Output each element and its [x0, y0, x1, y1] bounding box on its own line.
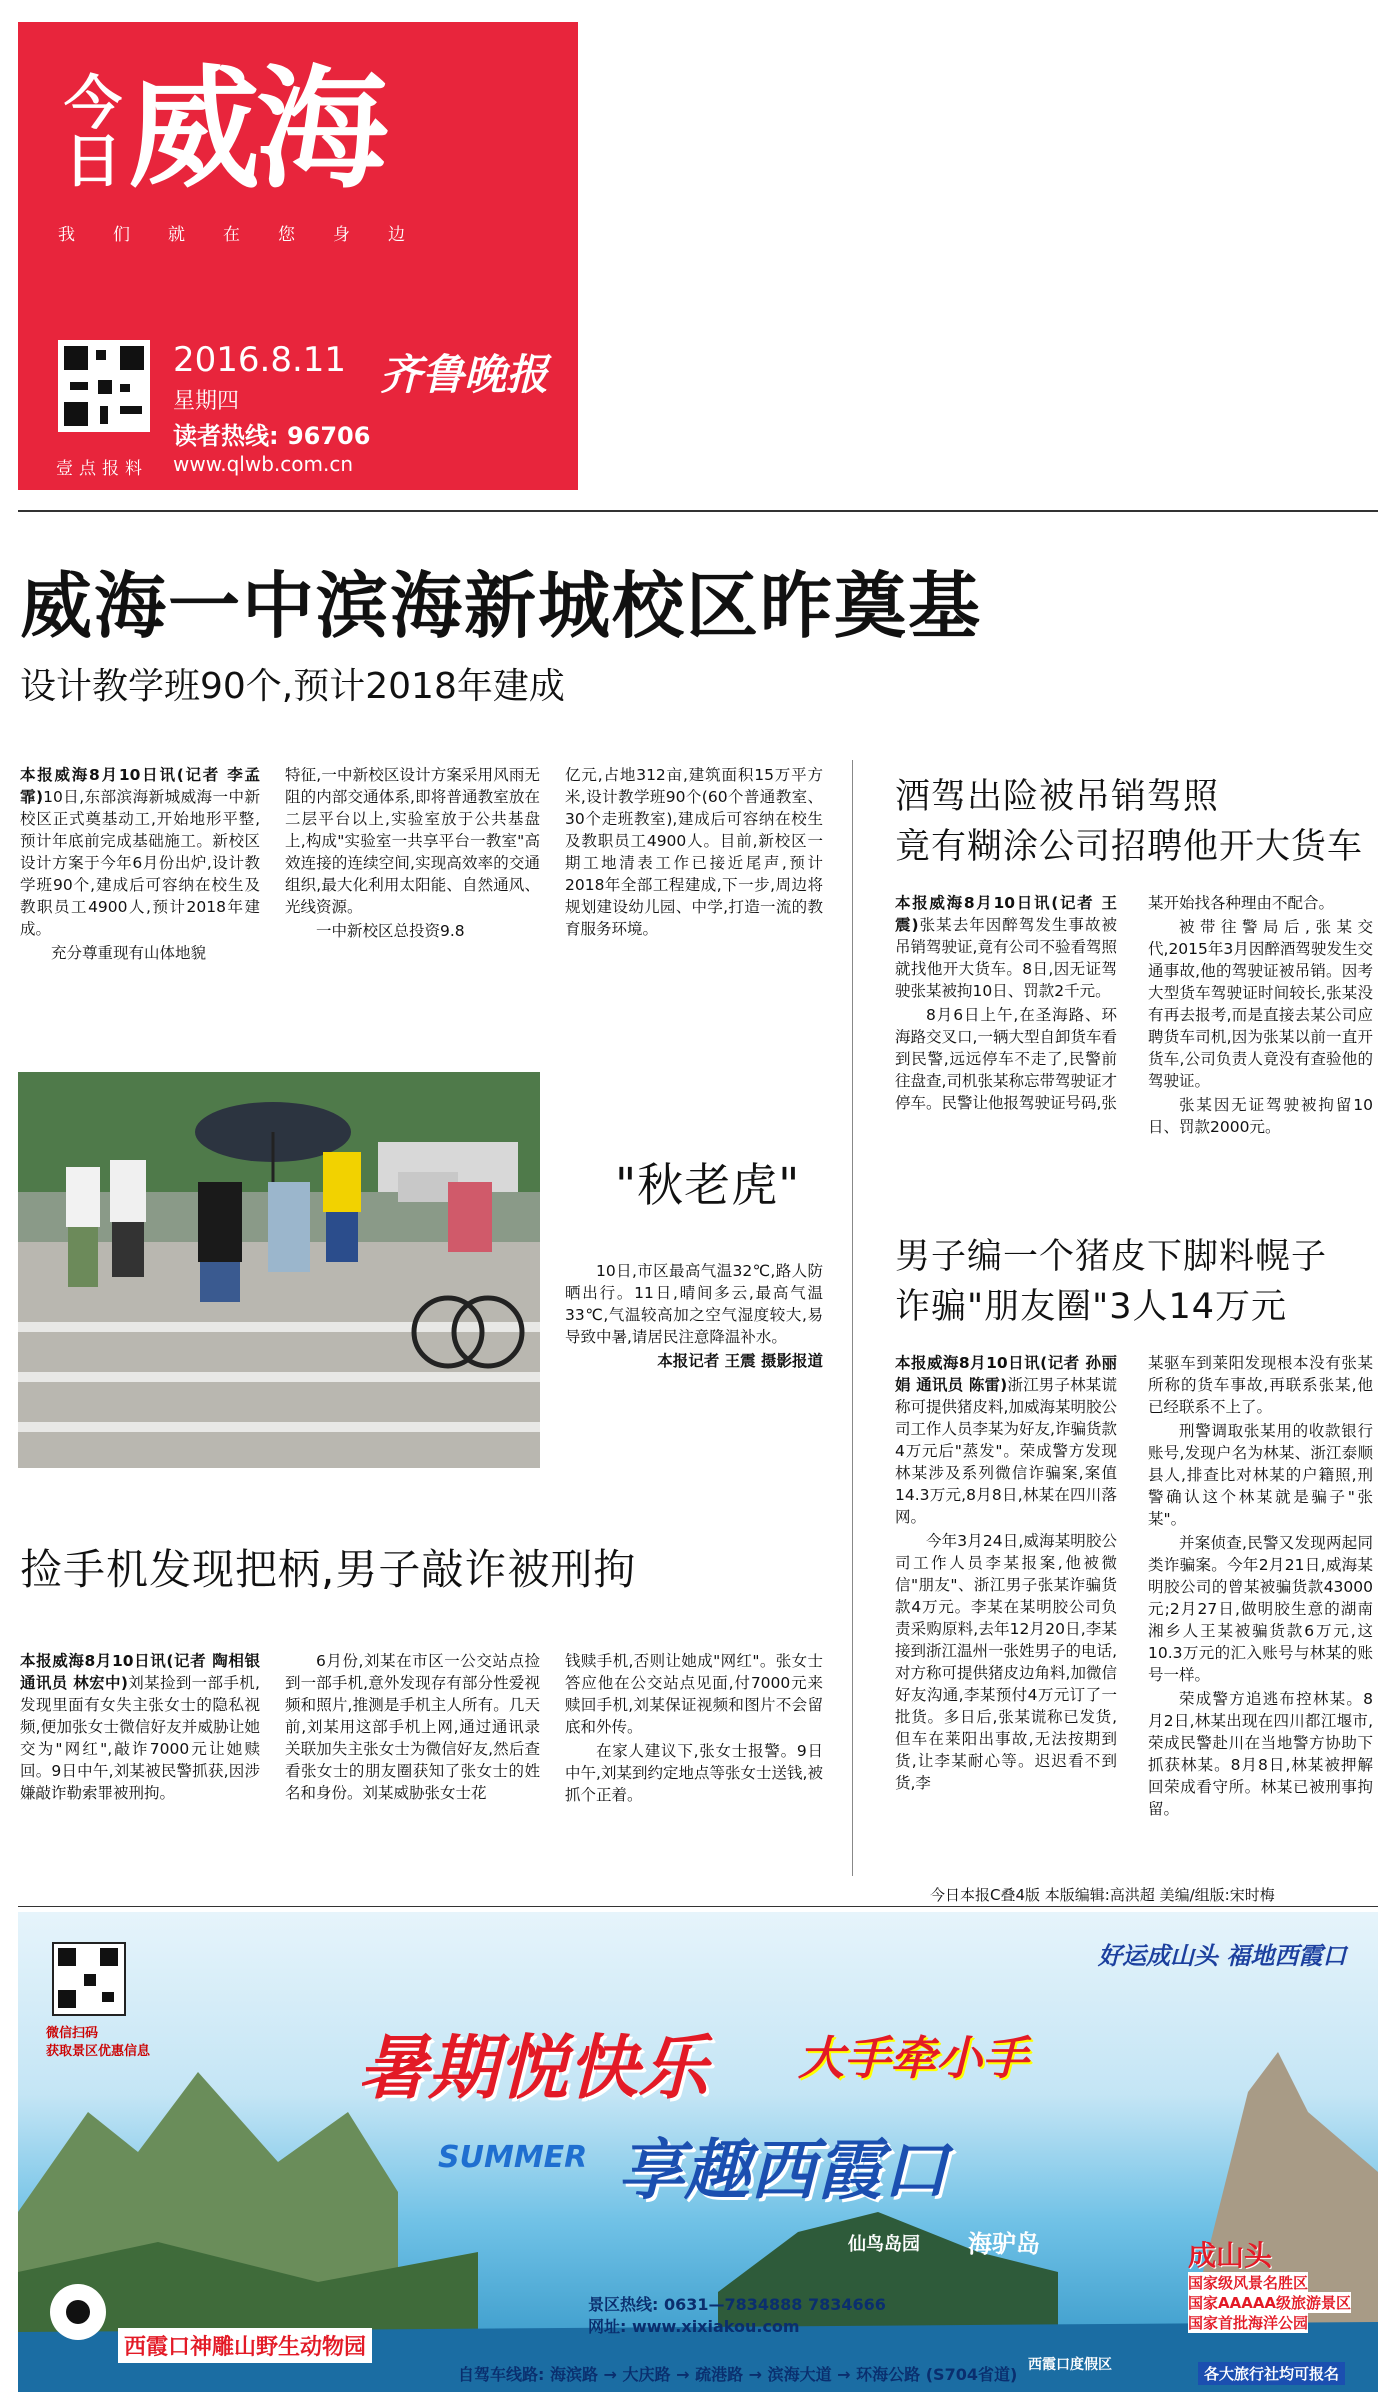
fraud-title-1: 男子编一个猪皮下脚料幌子: [895, 1237, 1328, 1277]
ad-cst-desc-2: 国家AAAAA级旅游景区: [1188, 2294, 1352, 2312]
website-url: www.qlwb.com.cn: [173, 452, 353, 476]
fraud-title-2: 诈骗"朋友圈"3人14万元: [895, 1287, 1288, 1327]
masthead-jin: 今日: [63, 69, 122, 195]
weather-title: "秋老虎": [615, 1158, 801, 1212]
phone-col-3: 钱赎手机,否则让她成"网红"。张女士答应他在公交站点见面,付7000元来赎回手机,刘某保证视频和图片不会留底和外传。 在家人建议下,张女士报警。9日中午,刘某到约定地点等张女士送钱,被抓个正着。: [565, 1652, 823, 1804]
main-lead: 本报威海8月10日讯(记者 李孟霏): [20, 766, 260, 806]
column-divider: [852, 760, 853, 1876]
drunk-title-2: 竟有糊涂公司招聘他开大货车: [895, 827, 1364, 867]
masthead-name: 威海: [128, 52, 384, 207]
fraud-col-1: 本报威海8月10日讯(记者 孙丽娟 通讯员 陈雷)浙江男子林某谎称可提供猪皮料,加威海某明胶公司工作人员李某为好友,诈骗货款4万元后"蒸发"。荣成警方发现林某涉及系列微信诈骗案,案值14.3万元,8月8日,林某在四川落网。 今年3月24日,威海某明胶公司工作人员李某报案,他被微信"朋友"、浙江男子张某诈骗货款4万元。李某在某明胶公司负责采购原料,去年12月20日,李某接到浙江温州一张姓男子的电话,对方称可提供猪皮边角料,加微信好友沟通,李某预付4万元订了一批货。多日后,张某谎称已发货,但车在莱阳出事故,无法按期到货,让李某耐心等。迟迟看不到货,李: [895, 1354, 1117, 1792]
issue-weekday: 星期四: [173, 389, 240, 414]
ad-web: 网址: www.xixiakou.com: [588, 2317, 800, 2336]
fraud-col-2: 某驱车到莱阳发现根本没有张某所称的货车事故,再联系张某,他已经联系不上了。 刑警调取张某用的收款银行账号,发现户名为林某、浙江泰顺县人,排查比对林某的户籍照,刑警确认这个林某就是骗子"张某"。 并案侦查,民警又发现两起同类诈骗案。今年2月21日,威海某明胶公司的曾某被骗货款43000元;2月27日,做明胶生意的湖南湘乡人王某被骗货款6万元,这10.3万元的汇入账号与林某的账号一样。 荣成警方追逃布控林某。8月2日,林某出现在四川都江堰市,荣成民警赴川在当地警方协助下抓获林某。8月8日,林某被押解回荣成看守所。林某已被刑事拘留。: [1148, 1354, 1373, 1818]
ad-island-2: 海驴岛: [968, 2230, 1040, 2258]
divider: [18, 510, 1378, 512]
drunk-col-2: 某开始找各种理由不配合。 被带往警局后,张某交代,2015年3月因醉酒驾驶发生交通事故,他的驾驶证被吊销。因考大型货车驾驶证时间较长,张某没有再去报考,而是直接去某公司应聘货车司机,因为张某以前一直开货车,公司负责人竟没有查验他的驾驶证。 张某因无证驾驶被拘留10日、罚款2000元。: [1148, 894, 1373, 1136]
phone-title: 捡手机发现把柄,男子敲诈被刑拘: [20, 1545, 637, 1594]
divider: [18, 1906, 1378, 1907]
drunk-title-1: 酒驾出险被吊销驾照: [895, 777, 1220, 817]
masthead-slogan: 我们就在您身边: [58, 225, 443, 245]
phone-col-2: 6月份,刘某在市区一公交站点捡到一部手机,意外发现存有部分性爱视频和照片,推测是手机主人所有。几天前,刘某用这部手机上网,通过通讯录关联加失主张女士为微信好友,然后查看张女士的朋友圈获知了张女士的姓名和身份。刘某威胁张女士花: [285, 1652, 540, 1802]
issue-date: 2016.8.11: [173, 340, 347, 380]
qr-code-icon: [58, 340, 150, 432]
ad-title-3: 享趣西霞口: [618, 2132, 948, 2209]
ad-qr-icon: [52, 1942, 126, 2016]
ad-title-1: 暑期悦快乐: [358, 2027, 708, 2109]
paper-name: 齐鲁晚报: [380, 350, 549, 399]
ad-slogan-top: 好运成山头 福地西霞口: [1098, 1942, 1347, 1970]
main-headline: 威海一中滨海新城校区昨奠基: [20, 563, 983, 648]
ad-agency: 各大旅行社均可报名: [1198, 2362, 1345, 2385]
ad-zoo: 西霞口神雕山野生动物园: [118, 2328, 372, 2363]
tourism-ad: [18, 1912, 1378, 2392]
qr-caption: 壹点报料: [56, 459, 148, 479]
street-photo: [18, 1072, 540, 1468]
ad-qr-caption-2: 获取景区优惠信息: [46, 2044, 151, 2059]
ad-summer: SUMMER: [438, 2140, 588, 2175]
page-footer: 今日本报C叠4版 本版编辑:高洪超 美编/组版:宋时梅: [930, 1886, 1275, 1904]
ad-cst-desc-3: 国家首批海洋公园: [1188, 2314, 1309, 2332]
main-col-3: 亿元,占地312亩,建筑面积15万平方米,设计教学班90个(60个普通教室、30个走班教室),建成后可容纳在校生及教职员工4900人。目前,新校区一期工地清表工作已接近尾声,预计2018年全部工程建成,下一步,周边将规划建设幼儿园、中学,打造一流的教育服务环境。: [565, 766, 823, 938]
ad-route: 自驾车线路: 海滨路 → 大庆路 → 疏港路 → 滨海大道 → 环海公路 (S704省道): [458, 2365, 1018, 2384]
ad-chengshantou: 成山头: [1188, 2239, 1273, 2272]
ad-cst-desc-1: 国家级风景名胜区: [1188, 2274, 1309, 2292]
photo-illustration: [18, 1072, 540, 1468]
main-subhead: 设计教学班90个,预计2018年建成: [20, 666, 565, 707]
main-col-1: 本报威海8月10日讯(记者 李孟霏)10日,东部滨海新城威海一中新校区正式奠基动工,开始地形平整,预计年底前完成基础施工。新校区设计方案于今年6月份出炉,设计教学班90个,建成后可容纳在校生及教职员工4900人,预计2018年建成。 充分尊重现有山体地貌: [20, 766, 260, 962]
ad-title-2: 大手牵小手: [798, 2031, 1028, 2085]
ad-qr-caption-1: 微信扫码: [46, 2026, 99, 2041]
weather-credit: 本报记者 王震 摄影报道: [657, 1352, 823, 1370]
weather-body: 10日,市区最高气温32℃,路人防晒出行。11日,晴间多云,最高气温33℃,气温较高加之空气湿度较大,易导致中暑,请居民注意降温补水。 本报记者 王震 摄影报道: [565, 1262, 823, 1370]
ad-island: 仙鸟岛园: [848, 2234, 920, 2255]
ad-phone: 景区热线: 0631—7834888 7834666: [588, 2295, 886, 2314]
drunk-col-1: 本报威海8月10日讯(记者 王震)张某去年因醉驾发生事故被吊销驾驶证,竟有公司不验看驾照就找他开大货车。8日,因无证驾驶张某被拘10日、罚款2千元。 8月6日上午,在圣海路、环海路交叉口,一辆大型自卸货车看到民警,远远停车不走了,民警前往盘查,司机张某称忘带驾驶证才停车。民警让他报驾驶证号码,张: [895, 894, 1117, 1112]
ad-resort: 西霞口度假区: [1028, 2357, 1112, 2373]
masthead: [18, 22, 578, 490]
phone-col-1: 本报威海8月10日讯(记者 陶相银 通讯员 林宏中)刘某捡到一部手机,发现里面有女失主张女士的隐私视频,便加张女士微信好友并威胁让她交为"网红",敲诈7000元让她赎回。9日中午,刘某被民警抓获,因涉嫌敲诈勒索罪被刑拘。: [20, 1652, 260, 1802]
main-col-2: 特征,一中新校区设计方案采用风雨无阻的内部交通体系,即将普通教室放在二层平台以上,实验室放于公共基盘上,构成"实验室一共享平台一教室"高效连接的连续空间,实现高效率的交通组织,最大化利用太阳能、自然通风、光线资源。 一中新校区总投资9.8: [285, 766, 540, 940]
reader-hotline: 读者热线: 96706: [173, 422, 371, 450]
